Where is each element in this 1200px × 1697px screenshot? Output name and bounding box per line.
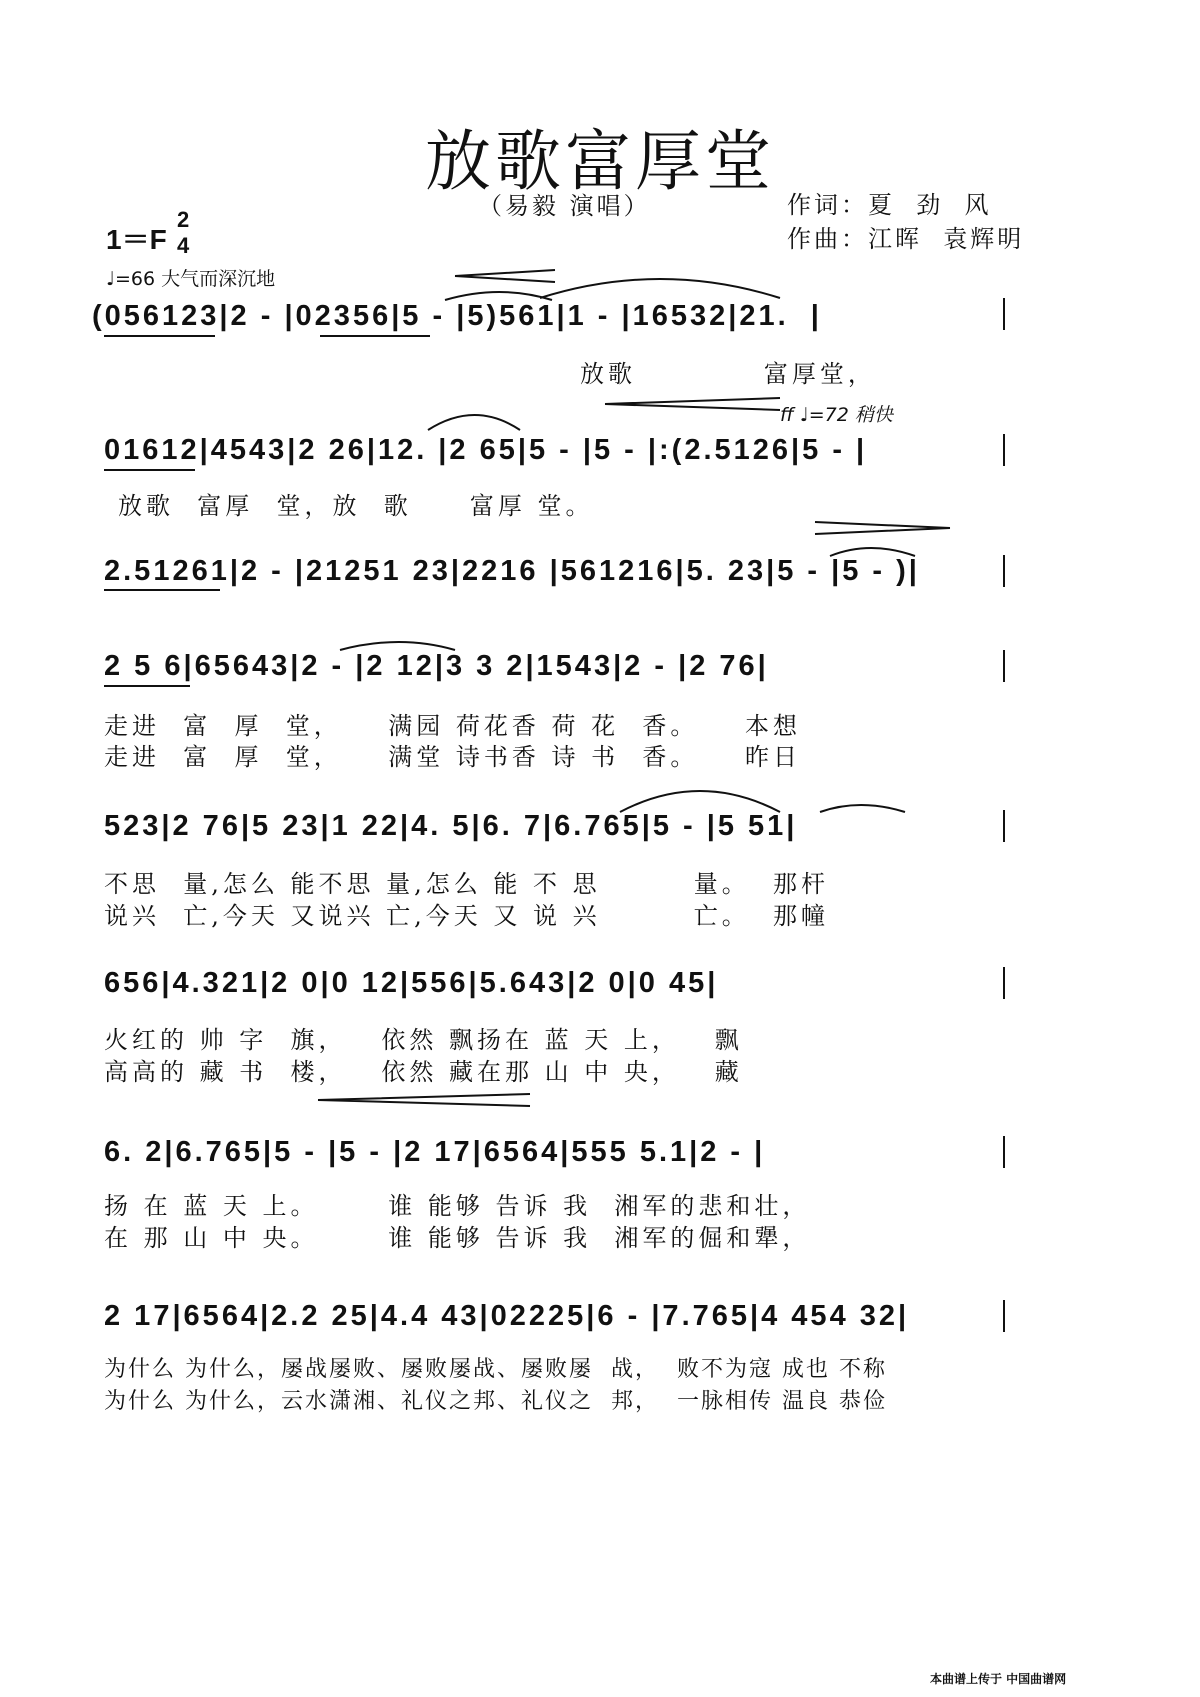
notation-line-7: 6. 2|6.765|5 - |5 - |2 17|6564|555 5.1|2 - | [104, 1136, 766, 1168]
notation-line-2: 01612|4543|2 26|12. |2 65|5 - |5 - |:(2.5126|5 - | [104, 434, 868, 466]
tempo-marking-2: ff ♩=72 稍快 [780, 404, 893, 426]
lyric-line-6b: 高高的 藏 书 楼， 依然 藏在那 山 中 央， 藏 [104, 1058, 743, 1086]
notation-line-8: 2 17|6564|2.2 25|4.4 43|02225|6 - |7.765|4 454 32| [104, 1300, 910, 1332]
song-title: 放歌富厚堂 [425, 123, 775, 200]
notation-line-1: (056123|2 - |02356|5 - |5)561|1 - |16532|21. | [92, 300, 822, 332]
notation-line-4: 2 5 6|65643|2 - |2 12|3 3 2|1543|2 - |2 76| [104, 650, 769, 682]
footer-credit: 本曲谱上传于 中国曲谱网 [930, 1672, 1067, 1686]
time-signature-top: 2 [177, 207, 190, 232]
key-signature: 1＝F [106, 224, 167, 255]
notation-line-5: 523|2 76|5 23|1 22|4. 5|6. 7|6.765|5 - |5 51| [104, 810, 798, 842]
lyric-line-6a: 火红的 帅 字 旗， 依然 飘扬在 蓝 天 上， 飘 [104, 1026, 743, 1054]
lyric-line-4b: 走进 富 厚 堂， 满堂 诗书香 诗 书 香。 昨日 [104, 743, 801, 771]
tempo-marking: ♩=66 大气而深沉地 [106, 268, 276, 290]
lyricist: 作词：夏 劲 风 [787, 191, 992, 219]
notation-line-3: 2.51261|2 - |21251 23|2216 |561216|5. 23|5 - |5 - )| [104, 555, 920, 587]
lyric-line-7b: 在 那 山 中 央。 谁 能够 告诉 我 湘军的倔和犟， [104, 1224, 811, 1252]
performer: （易毅 演唱） [478, 192, 651, 220]
lyric-line-5a: 不思 量,怎么 能不思 量,怎么 能 不 思 量。 那杆 [104, 870, 829, 898]
lyric-line-5b: 说兴 亡,今天 又说兴 亡,今天 又 说 兴 亡。 那幢 [104, 902, 829, 930]
notation-line-6: 656|4.321|2 0|0 12|556|5.643|2 0|0 45| [104, 967, 719, 999]
time-signature-bottom: 4 [177, 233, 190, 258]
composer: 作曲：江晖 袁辉明 [787, 225, 1025, 253]
lyric-line-8a: 为什么 为什么，屡战屡败、屡败屡战、屡败屡 战， 败不为寇 成也 不称 [104, 1357, 887, 1382]
lyric-line-1a: 放歌 富厚堂， [580, 360, 876, 388]
lyric-line-2a: 放歌 富厚 堂，放 歌 富厚 堂。 [118, 492, 594, 520]
lyric-line-4a: 走进 富 厚 堂， 满园 荷花香 荷 花 香。 本想 [104, 712, 801, 740]
lyric-line-7a: 扬 在 蓝 天 上。 谁 能够 告诉 我 湘军的悲和壮， [104, 1192, 811, 1220]
lyric-line-8b: 为什么 为什么，云水潇湘、礼仪之邦、礼仪之 邦， 一脉相传 温良 恭俭 [104, 1389, 887, 1414]
